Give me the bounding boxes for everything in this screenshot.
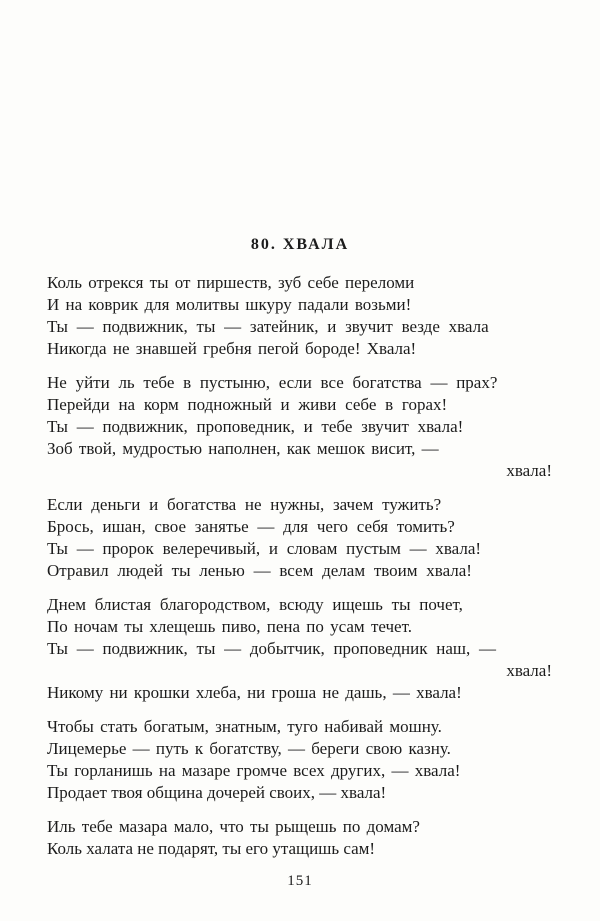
poem-line: И на коврик для молитвы шкуру падали возьми! (47, 295, 412, 314)
poem-line: Днем блистая благородством, всюду ищешь ты почет, (47, 595, 463, 614)
poem-title: 80. ХВАЛА (250, 236, 350, 253)
poem-line: Зоб твой, мудростью наполнен, как мешок висит, — (47, 439, 439, 458)
stanza-1 (47, 272, 552, 360)
stanza-5 (47, 716, 552, 804)
poem-line: Ты горланишь на мазаре громче всех других, — хвала! (47, 761, 461, 780)
poem-line: Чтобы стать богатым, знатным, туго набивай мошну. (47, 717, 442, 736)
poem-body (47, 272, 552, 860)
page-number: 151 (287, 873, 313, 889)
poem-line: По ночам ты хлещешь пиво, пена по усам течет. (47, 617, 412, 636)
poem-line-overflow: хвала! (506, 661, 552, 680)
stanza-2 (47, 372, 552, 482)
poem-line: Не уйти ль тебе в пустыню, если все богатства — прах? (47, 373, 498, 392)
poem-line: Если деньги и богатства не нужны, зачем тужить? (47, 495, 442, 514)
stanza-3 (47, 494, 552, 582)
poem-line: Отравил людей ты ленью — всем делам твоим хвала! (47, 561, 472, 580)
poem-line: Иль тебе мазара мало, что ты рыщешь по домам? (47, 817, 420, 836)
poem-line: Ты — подвижник, проповедник, и тебе звучит хвала! (47, 417, 464, 436)
poem-line: Ты — пророк велеречивый, и словам пустым — хвала! (47, 539, 482, 558)
poem-line: Продает твоя община дочерей своих, — хвала! (47, 783, 387, 802)
poem-line-overflow: хвала! (506, 461, 552, 480)
stanza-6 (47, 816, 552, 860)
poem-line: Брось, ишан, свое занятье — для чего себя томить? (47, 517, 455, 536)
poem-line: Лицемерье — путь к богатству, — береги свою казну. (47, 739, 451, 758)
poem-line: Перейди на корм подножный и живи себе в горах! (47, 395, 448, 414)
poem-line: Ты — подвижник, ты — затейник, и звучит везде хвала (47, 317, 489, 336)
poem-line: Никогда не знавшей гребня пегой бороде! Хвала! (47, 339, 417, 358)
poem-line: Коль халата не подарят, ты его утащишь сам! (47, 839, 376, 858)
poem-line: Ты — подвижник, ты — добытчик, проповедник наш, — (47, 639, 496, 658)
poem-line: Никому ни крошки хлеба, ни гроша не дашь, — хвала! (47, 683, 462, 702)
poem-line: Коль отрекся ты от пиршеств, зуб себе переломи (47, 273, 415, 292)
stanza-4 (47, 594, 552, 704)
